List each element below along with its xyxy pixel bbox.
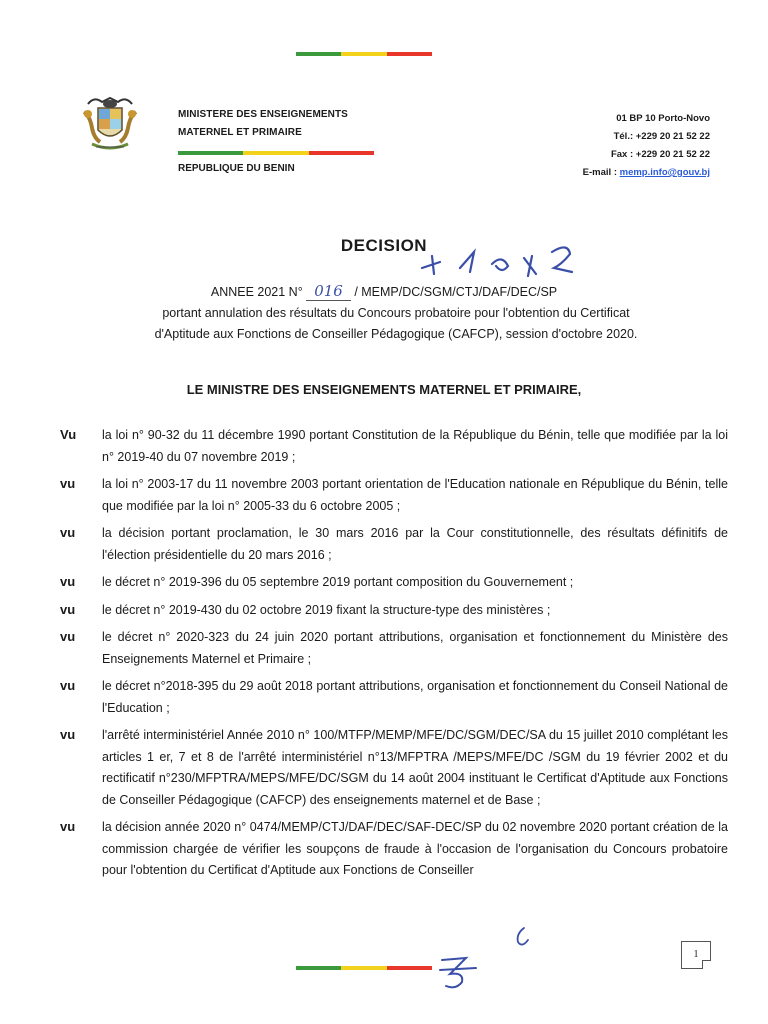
consideration-item: [60, 425, 728, 468]
vu-label: Vu: [60, 427, 77, 442]
ministry-name: [178, 106, 348, 142]
contact-address: 01 BP 10 Porto-Novo: [616, 113, 710, 124]
contact-email-row: [583, 164, 710, 182]
top-flag-bar: [296, 52, 432, 56]
flag-green-stripe: [178, 151, 243, 155]
subject-line-1: portant annulation des résultats du Concours probatoire pour l'obtention du Certificat: [162, 306, 630, 320]
vu-label: vu: [60, 476, 76, 491]
consideration-item: [60, 572, 728, 594]
ministry-flag-bar: [178, 151, 374, 155]
flag-green-stripe: [296, 52, 341, 56]
handwritten-number-scribble: [412, 238, 592, 282]
consideration-item: [60, 627, 728, 670]
vu-label: vu: [60, 525, 76, 540]
consideration-text: le décret n° 2020-323 du 24 juin 2020 portant attributions, organisation et fonctionnement du Ministère des Enseignements Maternel et Primaire ;: [102, 630, 728, 666]
consideration-item: [60, 725, 728, 811]
consideration-text: l'arrêté interministériel Année 2010 n° 100/MTFP/MEMP/MFE/DC/SGM/DEC/SA du 15 juillet 2010 complétant les articles 1 er, 7 et 8 de l'arrêté interministériel n°13/MFPTRA /MEPS/MFE/DC /SGM du 19 février 2002 et du rectificatif n°230/MFPTRA/MEPS/MFE/DC/SGM du 14 août 2004 instituant le Certificat d'Aptitude aux Fonctions de Conseiller Pédagogique (CAFCP) des enseignements maternel et de Base ;: [102, 728, 728, 807]
consideration-item: [60, 600, 728, 622]
consideration-text: la décision portant proclamation, le 30 mars 2016 par la Cour constitutionnelle, des résultats définitifs de l'élection présidentielle du 20 mars 2016 ;: [102, 526, 728, 562]
decision-subject: [96, 303, 696, 345]
ref-number: 016: [306, 282, 351, 301]
consideration-item: [60, 523, 728, 566]
flag-yellow-stripe: [341, 52, 386, 56]
vu-label: vu: [60, 819, 76, 834]
flag-yellow-stripe: [243, 151, 308, 155]
consideration-text: le décret n°2018-395 du 29 août 2018 portant attributions, organisation et fonctionnement du Conseil National de l'Education ;: [102, 679, 728, 715]
considerations-list: [60, 425, 728, 888]
ref-prefix: ANNEE 2021 N°: [210, 285, 303, 299]
initials-signature: [436, 950, 482, 994]
consideration-text: le décret n° 2019-396 du 05 septembre 2019 portant composition du Gouvernement ;: [102, 575, 574, 589]
contact-fax: Fax : +229 20 21 52 22: [610, 149, 710, 160]
benin-coat-of-arms-icon: [80, 94, 140, 154]
contact-block: [583, 110, 710, 182]
ref-suffix: / MEMP/DC/SGM/CTJ/DAF/DEC/SP: [354, 285, 558, 299]
email-label: E-mail :: [582, 167, 617, 178]
vu-label: vu: [60, 629, 76, 644]
handwritten-mark: [510, 926, 532, 950]
consideration-text: la loi n° 2003-17 du 11 novembre 2003 portant orientation de l'Education nationale en République du Bénin, telle que modifiée par la loi n° 2005-33 du 6 octobre 2005 ;: [102, 477, 728, 513]
document-title: DECISION: [340, 236, 428, 255]
contact-tel: Tél.: +229 20 21 52 22: [613, 131, 710, 142]
decision-reference: [0, 282, 768, 300]
vu-label: vu: [60, 601, 76, 617]
republic-name: REPUBLIQUE DU BENIN: [178, 163, 295, 174]
vu-label: vu: [60, 678, 76, 693]
consideration-text: la décision année 2020 n° 0474/MEMP/CTJ/DAF/DEC/SAF-DEC/SP du 02 novembre 2020 portant création de la commission chargée de vérifier les soupçons de fraude à l'occasion de l'organisation du Concours probatoire pour l'obtention du Certificat d'Aptitude aux Fonctions de Conseiller: [102, 820, 728, 877]
page-number: 1: [681, 941, 711, 969]
bottom-flag-bar: [296, 966, 432, 970]
consideration-item: [60, 474, 728, 517]
vu-label: vu: [60, 574, 76, 589]
minister-heading: LE MINISTRE DES ENSEIGNEMENTS MATERNEL ET PRIMAIRE,: [186, 382, 582, 397]
flag-yellow-stripe: [341, 966, 386, 970]
email-link[interactable]: memp.info@gouv.bj: [619, 167, 710, 178]
consideration-text: la loi n° 90-32 du 11 décembre 1990 portant Constitution de la République du Bénin, telle que modifiée par la loi n° 2019-40 du 07 novembre 2019 ;: [102, 428, 728, 464]
ministry-line-1: MINISTERE DES ENSEIGNEMENTS: [178, 109, 348, 120]
flag-red-stripe: [387, 52, 432, 56]
consideration-item: [60, 817, 728, 882]
ministry-line-2: MATERNEL ET PRIMAIRE: [178, 127, 302, 138]
consideration-item: [60, 676, 728, 719]
flag-red-stripe: [309, 151, 374, 155]
flag-green-stripe: [296, 966, 341, 970]
vu-label: vu: [60, 727, 76, 742]
flag-red-stripe: [387, 966, 432, 970]
subject-line-2: d'Aptitude aux Fonctions de Conseiller Pédagogique (CAFCP), session d'octobre 2020.: [154, 327, 638, 341]
consideration-text: le décret n° 2019-430 du 02 octobre 2019 fixant la structure-type des ministères ;: [102, 602, 551, 617]
